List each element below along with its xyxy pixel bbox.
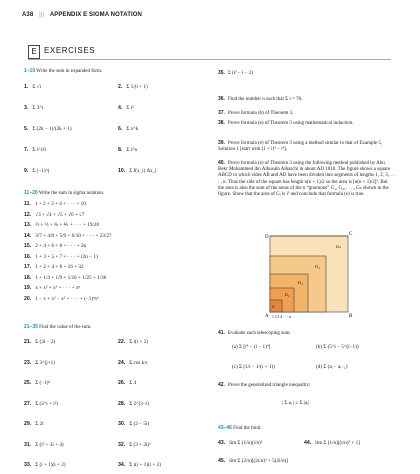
exercise-16 bbox=[24, 254, 98, 260]
exercise-24 bbox=[118, 360, 147, 366]
exercise-7-expression: Σ i^10 bbox=[32, 147, 46, 153]
exercise-26-number: 26. bbox=[118, 380, 126, 386]
exercise-21-expression: Σ (3i − 2) bbox=[35, 339, 56, 345]
exercise-10-number: 10. bbox=[118, 168, 126, 174]
exercise-38-text: Prove formula (e) of Theorem 3 using mathematical induction. bbox=[227, 121, 354, 126]
item-41c: (c) Σ (1/i − 1/(i + 1)) bbox=[232, 364, 275, 370]
exercise-44 bbox=[304, 440, 360, 446]
exercise-32 bbox=[118, 442, 151, 448]
exercise-6-number: 6. bbox=[118, 126, 123, 132]
section-2-heading: 11–20 Write the sum in sigma notation. bbox=[24, 190, 105, 196]
exercise-28-number: 28. bbox=[118, 400, 126, 407]
exercise-17-number: 17. bbox=[24, 264, 32, 270]
exercise-32-expression: Σ (3 + 2i)² bbox=[129, 441, 151, 448]
exercise-14-expression: 3/7 + 4/8 + 5/9 + 6/10 + · · · + 23/27 bbox=[35, 232, 112, 239]
item-41d: (d) Σ (aᵢ − aᵢ₋₁) bbox=[316, 364, 348, 370]
exercise-33-number: 33. bbox=[24, 462, 32, 468]
exercise-12-number: 12. bbox=[24, 211, 32, 218]
exercise-18 bbox=[24, 275, 106, 281]
label-g4: G₄ bbox=[315, 264, 320, 269]
exercise-3-expression: Σ 3^i bbox=[32, 105, 44, 111]
exercise-44-expression: lim Σ (1/n)[(i/n)³ + 1] bbox=[315, 440, 360, 446]
exercise-39 bbox=[218, 140, 394, 153]
gnomon-figure bbox=[258, 228, 354, 320]
exercise-8-number: 8. bbox=[118, 147, 123, 153]
exercise-30-expression: Σ (2 − 5i) bbox=[129, 421, 150, 427]
exercise-11 bbox=[24, 201, 86, 207]
header-divider-icon: ||| bbox=[39, 12, 45, 18]
exercise-43-number: 43. bbox=[218, 440, 226, 446]
exercise-6 bbox=[118, 126, 138, 132]
exercise-23-number: 23. bbox=[24, 359, 32, 366]
exercise-33 bbox=[24, 462, 66, 468]
exercise-34 bbox=[118, 462, 161, 468]
exercise-9-number: 9. bbox=[24, 168, 29, 174]
exercise-43-expression: lim Σ (1/n)(i/n)² bbox=[229, 440, 263, 446]
exercise-25-number: 25. bbox=[24, 380, 32, 386]
exercise-11-number: 11. bbox=[24, 201, 31, 207]
exercise-36 bbox=[218, 96, 394, 103]
exercise-35-text: Σ (i³ − i − 2) bbox=[227, 71, 253, 76]
exercise-45 bbox=[218, 458, 288, 464]
label-g2: G₂ bbox=[285, 292, 290, 297]
exercise-15 bbox=[24, 243, 86, 249]
exercise-24-number: 24. bbox=[118, 359, 126, 366]
exercise-34-number: 34. bbox=[118, 462, 126, 468]
exercise-37-number: 37. bbox=[218, 110, 225, 116]
exercise-19-expression: x + x² + x³ + · · · + xⁿ bbox=[35, 285, 81, 291]
page-header bbox=[22, 12, 142, 18]
exercise-9-expression: Σ (−1)^j bbox=[32, 168, 50, 174]
label-gn: Gₙ bbox=[336, 244, 342, 249]
exercise-16-expression: 1 + 3 + 5 + 7 + · · · + (2n − 1) bbox=[35, 253, 98, 260]
label-c: C bbox=[349, 232, 353, 237]
section-4-heading: 43–46 Find the limit. bbox=[218, 425, 262, 431]
exercise-31-number: 31. bbox=[24, 441, 32, 448]
exercise-29 bbox=[24, 421, 44, 427]
exercise-34-expression: Σ i(i + 1)(i + 2) bbox=[129, 462, 161, 468]
exercise-27-expression: Σ (2^i + i²) bbox=[35, 400, 58, 407]
exercise-33-expression: Σ (i + 1)(i + 2) bbox=[35, 462, 66, 468]
exercise-26 bbox=[118, 380, 136, 386]
exercise-22 bbox=[118, 339, 148, 345]
exercise-31 bbox=[24, 442, 64, 448]
exercise-7-number: 7. bbox=[24, 147, 29, 153]
exercise-2 bbox=[118, 84, 148, 90]
exercise-2-expression: Σ 1/(i + 1) bbox=[126, 84, 148, 90]
item-42: 42. Prove the generalized triangle inequality: bbox=[218, 382, 311, 388]
exercise-1-number: 1. bbox=[24, 84, 29, 90]
exercise-23-expression: Σ 3^(j+1) bbox=[35, 359, 55, 366]
exercise-3 bbox=[24, 105, 43, 111]
exercise-23 bbox=[24, 360, 55, 366]
exercise-15-expression: 2 + 4 + 6 + 8 + · · · + 2n bbox=[35, 243, 87, 249]
exercise-18-number: 18. bbox=[24, 274, 32, 281]
exercise-27 bbox=[24, 401, 58, 407]
label-g1: G₁ bbox=[272, 305, 276, 309]
exercise-17-expression: 1 + 2 + 4 + 8 + 16 + 32 bbox=[35, 264, 84, 270]
exercise-8-expression: Σ i^n bbox=[126, 147, 138, 153]
exercise-19 bbox=[24, 285, 80, 291]
exercise-11-expression: 1 + 2 + 3 + 4 + · · · + 10 bbox=[34, 201, 86, 207]
item-41b: (b) Σ (5^i − 5^(i−1)) bbox=[316, 344, 359, 350]
exercise-43 bbox=[218, 440, 262, 446]
exercise-17 bbox=[24, 264, 84, 270]
exercise-2-number: 2. bbox=[118, 84, 123, 90]
triangle-inequality: | Σ aᵢ | ≤ Σ |aᵢ| bbox=[282, 400, 310, 406]
exercise-20-expression: 1 − x + x² − x³ + · · · + (−1)ⁿxⁿ bbox=[35, 295, 99, 302]
exercise-30 bbox=[118, 421, 149, 427]
exercise-21-number: 21. bbox=[24, 339, 32, 345]
exercise-37 bbox=[218, 110, 394, 117]
item-41a: (a) Σ [i⁴ − (i − 1)⁴] bbox=[232, 344, 271, 350]
exercise-12 bbox=[24, 212, 85, 218]
exercise-28-expression: Σ 2^(3−i) bbox=[129, 400, 149, 407]
exercise-26-expression: Σ 4 bbox=[129, 380, 137, 386]
axis-ticks: 1 2 3 4 · · · n bbox=[272, 315, 291, 319]
exercise-13-number: 13. bbox=[24, 222, 32, 228]
exercise-32-number: 32. bbox=[118, 441, 126, 448]
exercise-1-expression: Σ √i bbox=[32, 84, 41, 90]
exercise-15-number: 15. bbox=[24, 243, 32, 249]
section-1-heading: 1–10 Write the sum in expanded form. bbox=[24, 68, 103, 74]
exercise-badge: E bbox=[28, 45, 40, 59]
page-number: A38 bbox=[22, 12, 34, 18]
section-3-heading: 21–35 Find the value of the sum. bbox=[24, 324, 92, 330]
exercise-7 bbox=[24, 147, 46, 153]
exercise-8 bbox=[118, 147, 137, 153]
exercise-19-number: 19. bbox=[24, 285, 32, 291]
label-g3: G₃ bbox=[298, 280, 303, 285]
exercise-20 bbox=[24, 296, 99, 302]
exercise-5 bbox=[24, 126, 72, 132]
exercise-40 bbox=[218, 160, 394, 198]
exercise-4 bbox=[118, 105, 134, 111]
exercise-35 bbox=[218, 70, 394, 77]
exercise-6-expression: Σ x^k bbox=[126, 126, 139, 132]
label-a: A bbox=[265, 314, 269, 319]
exercise-13-expression: ½ + ⅔ + ¾ + ⅘ + · · · + 19/20 bbox=[35, 222, 100, 228]
exercise-40-text: Prove formula (e) of Theorem 3 using the following method published by Abu Bekr Mohammed ibn Alhusain Alkarchi in about AD 1010. The figure shows a square ABCD in which sides AB and AD have been divided into segments of lengths 1, 2, 3, . . . , n. Thus the side of the square has length n(n + 1)/2 so the area is [n(n + 1)/2]². But the area is also the sum of the areas of the n “gnomons” G₁, G₂, . . . , Gₙ shown in the figure. Show that the area of Gᵢ is i³ and conclude that formula (e) is true. bbox=[218, 161, 394, 198]
exercise-36-number: 36. bbox=[218, 96, 225, 102]
exercise-38-number: 38. bbox=[218, 120, 225, 126]
exercise-22-number: 22. bbox=[118, 339, 126, 345]
exercise-20-number: 20. bbox=[24, 295, 32, 302]
exercise-9 bbox=[24, 168, 50, 174]
exercise-16-number: 16. bbox=[24, 253, 32, 260]
exercise-25-expression: Σ (−1)ⁿ bbox=[35, 380, 51, 386]
exercise-21 bbox=[24, 339, 55, 345]
exercise-10 bbox=[118, 168, 157, 174]
exercise-5-expression: Σ (2k − 1)/(2k + 1) bbox=[32, 126, 72, 132]
exercise-37-text: Prove formula (b) of Theorem 3. bbox=[227, 111, 294, 116]
exercise-3-number: 3. bbox=[24, 105, 29, 111]
exercise-28 bbox=[118, 401, 149, 407]
exercise-39-number: 39. bbox=[218, 140, 225, 146]
exercise-35-number: 35. bbox=[218, 70, 225, 76]
exercise-4-expression: Σ i³ bbox=[126, 105, 134, 111]
exercises-title: EXERCISES bbox=[44, 46, 96, 55]
exercise-27-number: 27. bbox=[24, 400, 32, 407]
exercise-38 bbox=[218, 120, 394, 127]
exercise-24-expression: Σ cos kπ bbox=[129, 359, 147, 366]
exercise-4-number: 4. bbox=[118, 105, 123, 111]
exercise-25 bbox=[24, 380, 50, 386]
exercise-10-expression: Σ f(x_i) Δx_i bbox=[129, 168, 157, 174]
exercise-39-text: Prove formula (e) of Theorem 3 using a method similar to that of Example 5, Solution 1 [start with (1 + i)⁴ − i⁴]. bbox=[218, 141, 383, 153]
exercise-18-expression: 1 + 1/4 + 1/9 + 1/16 + 1/25 + 1/36 bbox=[35, 274, 107, 281]
exercise-14-number: 14. bbox=[24, 232, 32, 239]
item-41: 41. Evaluate each telescoping sum. bbox=[218, 330, 291, 336]
exercise-29-expression: Σ 2i bbox=[35, 421, 44, 427]
exercise-12-expression: √3 + √4 + √5 + √6 + √7 bbox=[35, 211, 85, 218]
exercise-45-expression: lim Σ (2/n)[(2i/n)³ + 5(2i/n)] bbox=[229, 458, 289, 464]
appendix-title: APPENDIX E SIGMA NOTATION bbox=[49, 12, 142, 18]
label-b: B bbox=[349, 314, 353, 319]
exercise-14 bbox=[24, 233, 112, 239]
exercise-1 bbox=[24, 84, 41, 90]
exercise-44-number: 44. bbox=[304, 440, 312, 446]
exercise-29-number: 29. bbox=[24, 421, 32, 427]
exercise-22-expression: Σ i(i + 2) bbox=[129, 339, 148, 345]
title-divider bbox=[28, 59, 391, 60]
exercise-40-number: 40. bbox=[218, 160, 225, 166]
exercise-31-expression: Σ (i² + 3i + 4) bbox=[35, 441, 64, 448]
exercise-5-number: 5. bbox=[24, 126, 29, 132]
exercise-13 bbox=[24, 222, 99, 228]
exercise-45-number: 45. bbox=[218, 458, 226, 464]
exercise-36-text: Find the number n such that Σ i = 78. bbox=[227, 97, 303, 102]
exercise-30-number: 30. bbox=[118, 421, 126, 427]
label-d: D bbox=[265, 235, 269, 240]
